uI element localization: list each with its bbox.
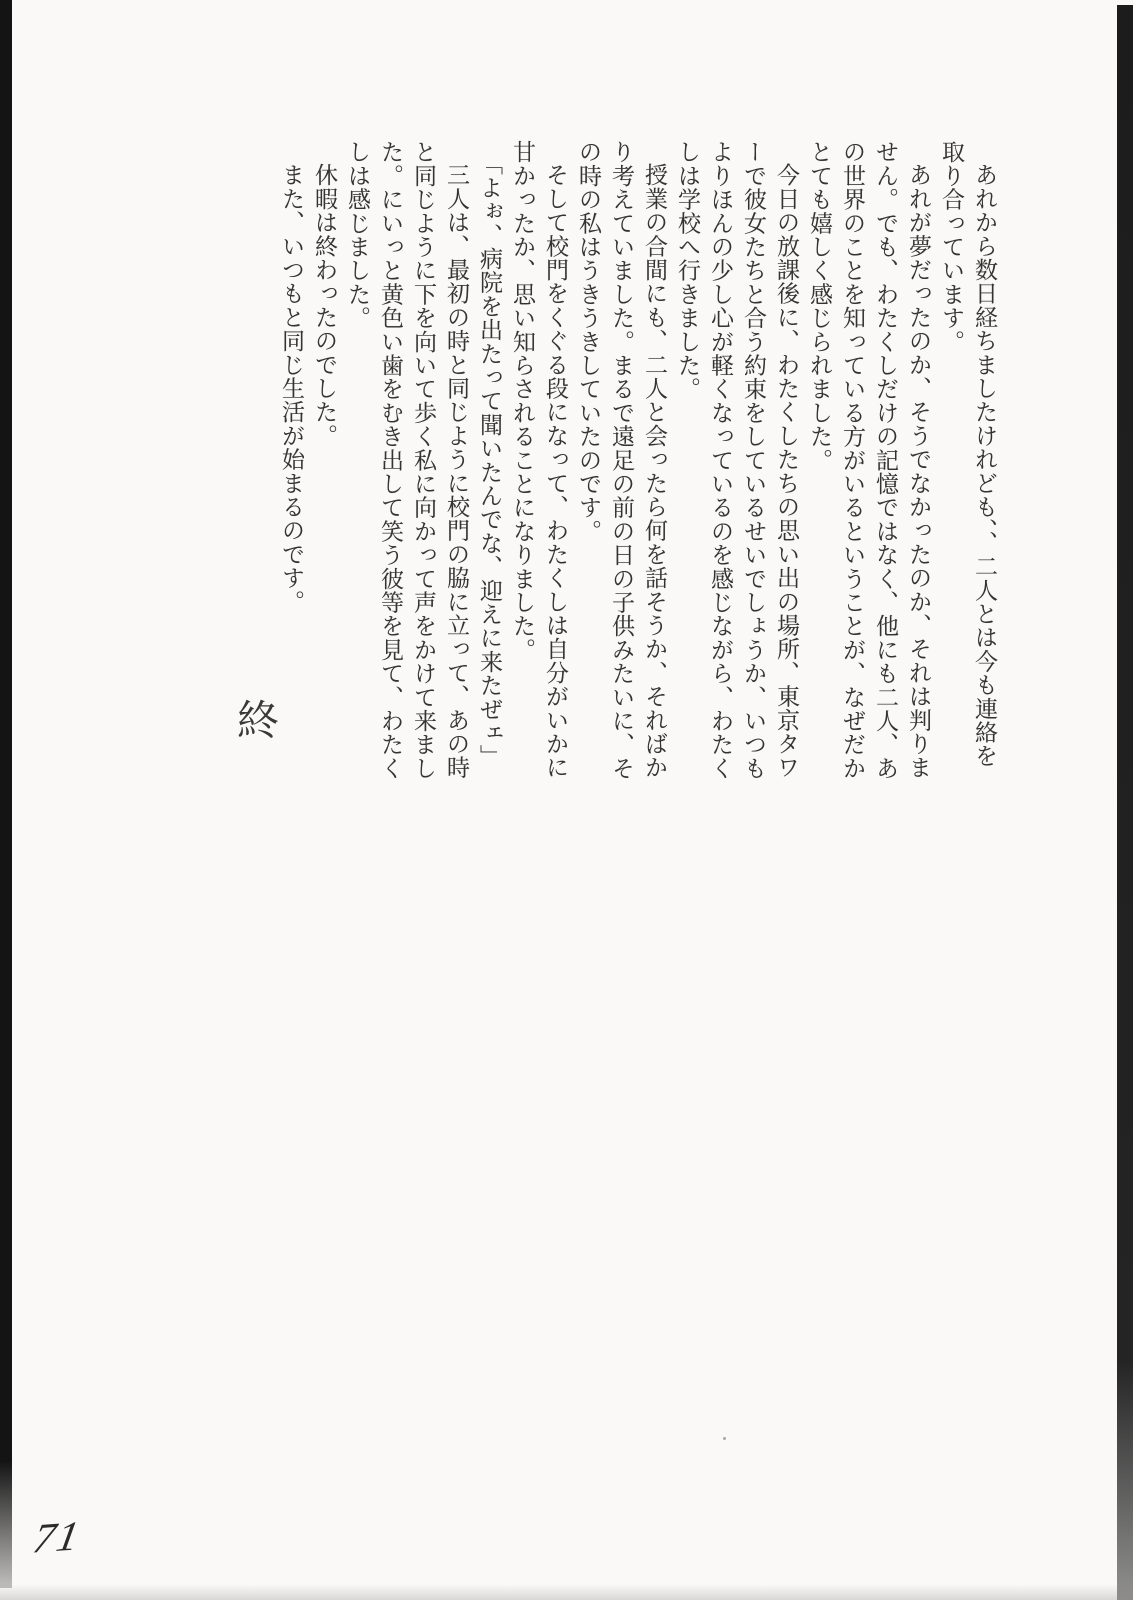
text-column: せん。でも、わたくしだけの記憶ではなく、他にも二人、あ [873, 140, 898, 780]
story-text-block [275, 140, 1001, 782]
paragraph [506, 140, 572, 782]
end-mark: 終 [231, 698, 277, 740]
paragraph [803, 140, 935, 782]
text-column: と同じように下を向いて歩く私に向かって声をかけて来まし [411, 140, 436, 780]
text-column: 今日の放課後に、わたくしたちの思い出の場所、東京タワ [774, 163, 799, 780]
paragraph [275, 140, 308, 782]
text-column: 甘かったか、思い知らされることになりました。 [510, 140, 535, 662]
right-scan-edge-band [1117, 5, 1133, 1600]
text-column: しは感じました。 [345, 140, 370, 330]
text-column: よりほんの少し心が軽くなっているのを感じながら、わたく [708, 140, 733, 780]
paragraph [341, 140, 473, 782]
paragraph [935, 140, 1001, 782]
text-column: あれから数日経ちましたけれども、、二人とは今も連絡を [972, 163, 997, 768]
scan-speckle [723, 1437, 726, 1440]
page-number: 71 [29, 1513, 85, 1563]
text-column: 取り合っています。 [939, 140, 964, 354]
text-column: ーで彼女たちと合う約束をしているせいでしょうか、いつも [741, 140, 766, 780]
text-column: た。にいっと黄色い歯をむき出して笑う彼等を見て、わたく [378, 140, 403, 780]
text-column: あれが夢だったのか、そうでなかったのか、それは判りま [906, 163, 931, 780]
text-column: 三人は、最初の時と同じように校門の脇に立って、あの時 [444, 163, 469, 780]
left-scan-edge-band [0, 0, 12, 1588]
text-column: とても嬉しく感じられました。 [807, 140, 832, 472]
text-column: しは学校へ行きました。 [675, 140, 700, 401]
paragraph [572, 140, 671, 782]
text-column: また、いつもと同じ生活が始まるのです。 [279, 163, 304, 614]
text-column: 授業の合間にも、二人と会ったら何を話そうか、そればか [642, 163, 667, 780]
text-column: 「よぉ、病院を出たって聞いたんでな、迎えに来たぜェ」 [477, 152, 502, 769]
paragraph-dialogue [473, 140, 506, 782]
paragraph [671, 140, 803, 782]
text-column: 休暇は終わったのでした。 [312, 163, 337, 448]
text-column: そして校門をくぐる段になって、わたくしは自分がいかに [543, 163, 568, 780]
text-column: り考えていました。まるで遠足の前の日の子供みたいに、そ [609, 140, 634, 780]
paragraph [308, 140, 341, 782]
bottom-scan-smudge [0, 1584, 1133, 1600]
text-column: の世界のことを知っている方がいるということが、なぜだか [840, 140, 865, 780]
text-column: の時の私はうきうきしていたのです。 [576, 140, 601, 543]
